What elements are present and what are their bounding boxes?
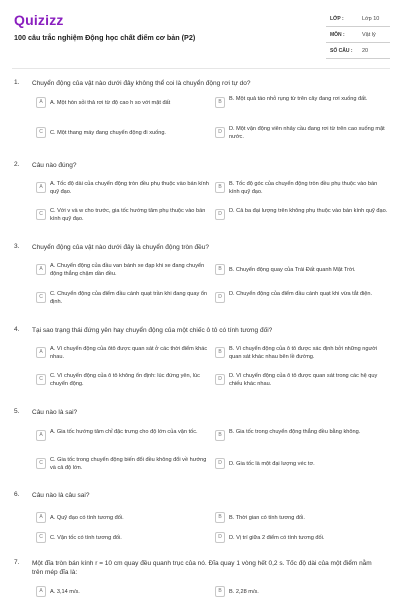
option-text: B. Thời gian có tính tương đối. [229,515,305,521]
question-number: 2. [14,161,20,168]
option-text: A. Gia tốc hướng tâm chỉ đặc trưng cho độ lớn của vận tốc. [50,429,198,435]
option-b[interactable] [215,180,389,196]
option-b[interactable] [215,345,389,361]
option-b[interactable] [215,584,389,600]
option-letter-box: A [36,347,46,358]
question-text: Chuyển động của vật nào dưới đây không thể coi là chuyển động rơi tự do? [32,80,251,87]
option-text: B. Gia tốc trong chuyển động thẳng đều bằng không. [229,429,361,435]
worksheet-title: 100 câu trắc nghiệm Động học chất điểm cơ bản (P2) [14,33,196,42]
option-letter-box: D [215,209,225,220]
option-d[interactable] [215,372,389,388]
option-letter-box: B [215,586,225,597]
option-letter-box: A [36,97,46,108]
option-letter-box: A [36,586,46,597]
option-b[interactable] [215,510,389,526]
option-text: B. Chuyển động quay của Trái Đất quanh Mặt Trời. [229,267,356,273]
worksheet-header [0,0,400,70]
option-letter-box: B [215,347,225,358]
option-letter-box: A [36,264,46,275]
question-text: Câu nào là sai? [32,409,78,416]
question-text: Chuyển động của vật nào dưới đây là chuyển động tròn đều? [32,244,210,251]
option-text: A. Một hòn sỏi thả rơi từ độ cao h so với mặt đất [50,100,171,106]
option-text: A. 3,14 m/s. [50,589,80,595]
option-text: D. Gia tốc là một đại lượng véc tơ. [229,461,315,467]
question-text: Câu nào là câu sai? [32,492,90,499]
option-c[interactable] [36,530,210,546]
meta-grade [326,13,390,27]
option-letter-box: D [215,292,225,303]
option-letter-box: B [215,182,225,193]
option-letter-box: B [215,430,225,441]
option-c[interactable] [36,207,210,223]
option-text: D. Vị trí giữa 2 điểm có tính tương đối. [229,535,325,541]
meta-count-value: 20 [362,48,369,54]
option-letter-box: B [215,264,225,275]
question-number: 5. [14,408,20,415]
meta-question-count [326,45,390,59]
option-letter-box: D [215,374,225,385]
option-text: D. Vì chuyển động của ô tô được quan sát trong các hệ quy chiếu khác nhau. [229,373,378,387]
meta-count-label: SỐ CÂU : [330,48,353,54]
option-text: B. Vì chuyển động của ô tô được xác định bởi những người quan sát khác nhau bên lề đường. [229,346,378,360]
option-d[interactable] [215,456,389,472]
option-d[interactable] [215,290,389,306]
option-letter-box: D [215,458,225,469]
option-c[interactable] [36,125,210,141]
option-letter-box: C [36,292,46,303]
meta-grade-label: LỚP : [330,16,344,22]
meta-subject-label: MÔN : [330,32,345,38]
option-letter-box: A [36,182,46,193]
option-letter-box: B [215,512,225,523]
option-letter-box: C [36,458,46,469]
option-text: C. Gia tốc trong chuyển động biến đổi đều không đổi về hướng và cả độ lớn. [50,457,207,471]
question-number: 1. [14,79,20,86]
option-b[interactable] [215,95,389,111]
option-text: A. Quỹ đạo có tính tương đối. [50,515,124,521]
option-text: B. Tốc độ góc của chuyển động tròn đều phụ thuộc vào bán kính quỹ đạo. [229,181,378,195]
option-b[interactable] [215,428,389,444]
question-text: Câu nào đúng? [32,162,77,169]
option-text: C. Vì chuyển động của ô tô không ổn định: lúc đứng yên, lúc chuyển động. [50,373,200,387]
meta-subject [326,29,390,43]
option-b[interactable] [215,262,389,278]
option-a[interactable] [36,510,210,526]
meta-grade-value: Lớp 10 [362,16,380,22]
option-a[interactable] [36,584,210,600]
option-a[interactable] [36,180,210,196]
option-text: D. Cả ba đại lượng trên không phụ thuộc vào bán kính quỹ đạo. [229,208,388,214]
option-text: D. Chuyển động của điểm đầu cánh quạt khi vừa tắt điện. [229,291,373,297]
question-text: Tại sao trạng thái đứng yên hay chuyển động của một chiếc ô tô có tính tương đối? [32,327,273,334]
option-letter-box: D [215,127,225,138]
question-number: 3. [14,243,20,250]
option-text: A. Tốc độ dài của chuyển động tròn đều phụ thuộc vào bán kính quỹ đạo. [50,181,209,195]
option-text: C. Với v và w cho trước, gia tốc hướng tâm phụ thuộc vào bán kính quỹ đạo. [50,208,206,222]
quizizz-logo: Quizizz [14,12,64,28]
option-letter-box: D [215,532,225,543]
option-letter-box: C [36,374,46,385]
option-c[interactable] [36,290,210,306]
option-text: C. Chuyển động của điểm đầu cánh quạt trần khi đang quay ổn định. [50,291,208,305]
option-letter-box: C [36,127,46,138]
option-letter-box: A [36,512,46,523]
option-letter-box: B [215,97,225,108]
option-c[interactable] [36,456,210,472]
option-text: C. Vận tốc có tính tương đối. [50,535,122,541]
option-text: A. Vì chuyển động của ôtô được quan sát ở các thời điểm khác nhau. [50,346,208,360]
option-text: C. Một thang máy đang chuyển động đi xuống. [50,130,166,136]
option-letter-box: A [36,430,46,441]
option-a[interactable] [36,95,210,111]
option-d[interactable] [215,125,389,141]
meta-subject-value: Vật lý [362,32,376,38]
question-text: Một đĩa tròn bán kính r = 10 cm quay đều quanh trục của nó. Đĩa quay 1 vòng hết 0,2 s. Tốc độ dài của một điểm nằm trên mép đĩa là: [32,560,372,576]
option-text: A. Chuyển động của đầu van bánh xe đạp khi xe đang chuyển động thẳng chậm dần đều. [50,263,205,277]
option-d[interactable] [215,207,389,223]
option-text: D. Một vận động viên nhảy cầu đang rơi từ trên cao xuống mặt nước. [229,126,385,140]
option-letter-box: C [36,209,46,220]
option-a[interactable] [36,345,210,361]
option-d[interactable] [215,530,389,546]
option-letter-box: C [36,532,46,543]
option-c[interactable] [36,372,210,388]
question-number: 6. [14,491,20,498]
question-number: 7. [14,559,20,566]
option-text: B. Một quả táo nhỏ rụng từ trên cây đang rơi xuống đất. [229,96,368,102]
option-a[interactable] [36,262,210,278]
header-divider [12,68,390,69]
option-text: B. 2,28 m/s. [229,589,259,595]
option-a[interactable] [36,428,210,444]
question-number: 4. [14,326,20,333]
